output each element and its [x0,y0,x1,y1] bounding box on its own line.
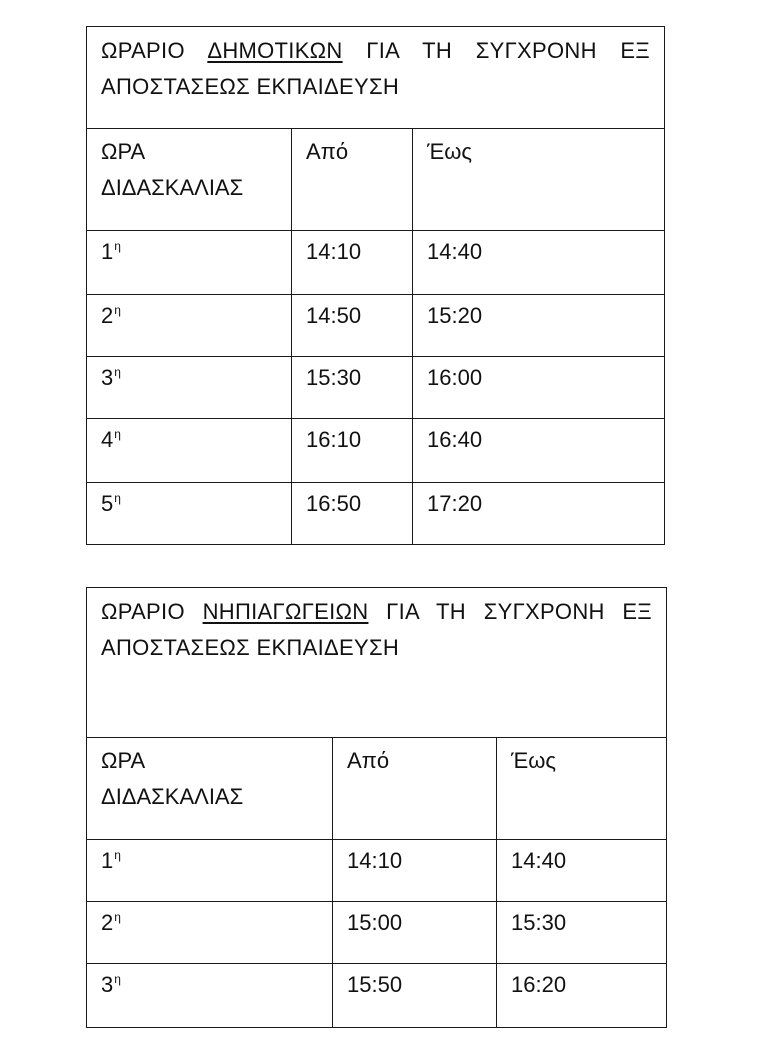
lesson-number: $2^\eta$ [87,902,333,964]
primary-schedule-table [86,26,665,545]
time-to: 16:20 [497,964,667,1028]
table-row [87,231,665,295]
table-row [87,840,667,902]
lesson-number: $3^\eta$ [87,964,333,1028]
time-to: 14:40 [497,840,667,902]
time-from: 16:50 [292,483,413,545]
time-from: 15:30 [292,357,413,419]
time-to: 14:40 [413,231,665,295]
header-from: Από [292,129,413,231]
time-to: 15:20 [413,295,665,357]
header-from: Από [333,738,497,840]
lesson-number: $2^\eta$ [87,295,292,357]
header-lesson-hour: ΩΡΑ ΔΙΔΑΣΚΑΛΙΑΣ [87,129,292,231]
table-row [87,902,667,964]
table-row [87,964,667,1028]
table-title-cell [87,27,665,129]
table-title-row [87,27,665,129]
time-from: 16:10 [292,419,413,483]
lesson-number: $1^\eta$ [87,840,333,902]
time-to: 16:00 [413,357,665,419]
table-row [87,357,665,419]
title-emphasis: ΝΗΠΙΑΓΩΓΕΙΩΝ [202,599,369,624]
kindergarten-schedule-table [86,587,667,1028]
time-from: 14:50 [292,295,413,357]
time-to: 16:40 [413,419,665,483]
lesson-number: $3^\eta$ [87,357,292,419]
time-to: 17:20 [413,483,665,545]
table-row [87,483,665,545]
time-from: 15:00 [333,902,497,964]
table-header-row [87,129,665,231]
time-from: 15:50 [333,964,497,1028]
table-row [87,295,665,357]
time-from: 14:10 [292,231,413,295]
table-header-row [87,738,667,840]
table-title-row [87,588,667,738]
table-row [87,419,665,483]
table-title-cell [87,588,667,738]
time-from: 14:10 [333,840,497,902]
table-title: ΩΡΑΡΙΟ ΔΗΜΟΤΙΚΩΝ ΓΙΑ ΤΗ ΣΥΓΧΡΟΝΗ ΕΞ ΑΠΟΣΤΑΣΕΩΣ ΕΚΠΑΙΔΕΥΣΗ [101,38,650,99]
header-to: Έως [413,129,665,231]
header-to: Έως [497,738,667,840]
lesson-number: $1^\eta$ [87,231,292,295]
lesson-number: $4^\eta$ [87,419,292,483]
table-title: ΩΡΑΡΙΟ ΝΗΠΙΑΓΩΓΕΙΩΝ ΓΙΑ ΤΗ ΣΥΓΧΡΟΝΗ ΕΞ ΑΠΟΣΤΑΣΕΩΣ ΕΚΠΑΙΔΕΥΣΗ [101,599,653,660]
time-to: 15:30 [497,902,667,964]
title-emphasis: ΔΗΜΟΤΙΚΩΝ [207,38,343,63]
header-lesson-hour: ΩΡΑ ΔΙΔΑΣΚΑΛΙΑΣ [87,738,333,840]
lesson-number: $5^\eta$ [87,483,292,545]
